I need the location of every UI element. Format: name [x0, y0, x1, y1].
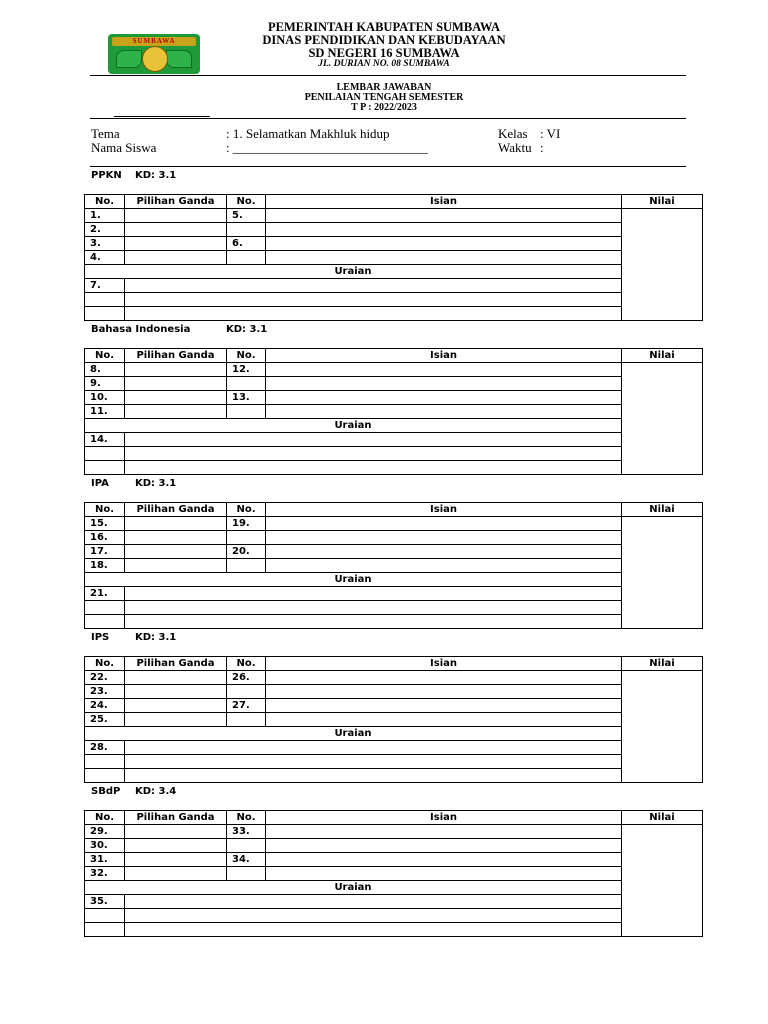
table-row	[85, 293, 703, 307]
isian-number: 13.	[227, 391, 266, 405]
uraian-blank	[85, 307, 125, 321]
uraian-blank	[85, 461, 125, 475]
uraian-blank	[85, 769, 125, 783]
pg-number: 22.	[85, 671, 125, 685]
header-divider	[90, 75, 686, 76]
uraian-blank	[85, 615, 125, 629]
kelas-label: Kelas	[498, 126, 528, 141]
isian-number: 5.	[227, 209, 266, 223]
uraian-label: Uraian	[85, 727, 622, 741]
uraian-label: Uraian	[85, 573, 622, 587]
uraian-answer-cell[interactable]	[125, 587, 622, 601]
pg-answer-cell[interactable]	[125, 363, 227, 377]
isian-answer-cell[interactable]	[266, 377, 622, 391]
pg-number: 8.	[85, 363, 125, 377]
col-no: No.	[85, 657, 125, 671]
uraian-number: 21.	[85, 587, 125, 601]
isian-answer-cell[interactable]	[266, 251, 622, 265]
title-line-1: LEMBAR JAWABAN	[336, 82, 432, 93]
uraian-number: 14.	[85, 433, 125, 447]
table-row	[85, 895, 703, 909]
uraian-answer-cell[interactable]	[125, 601, 622, 615]
pg-answer-cell[interactable]	[125, 839, 227, 853]
header-line-3: SD NEGERI 16 SUMBAWA	[308, 46, 460, 60]
col-nilai: Nilai	[622, 195, 703, 209]
table-row	[85, 251, 703, 265]
col-nilai: Nilai	[622, 811, 703, 825]
table-row	[85, 671, 703, 685]
isian-answer-cell[interactable]	[266, 545, 622, 559]
table-row	[85, 601, 703, 615]
pg-number: 23.	[85, 685, 125, 699]
isian-answer-cell[interactable]	[266, 517, 622, 531]
section-kd: KD: 3.4	[135, 786, 177, 797]
isian-answer-cell[interactable]	[266, 671, 622, 685]
table-row	[85, 433, 703, 447]
col-no-isian: No.	[227, 195, 266, 209]
col-no-isian: No.	[227, 349, 266, 363]
section-kd: KD: 3.1	[135, 632, 177, 643]
table-row	[85, 461, 703, 475]
uraian-number: 35.	[85, 895, 125, 909]
isian-answer-cell[interactable]	[266, 531, 622, 545]
isian-number	[227, 713, 266, 727]
isian-answer-cell[interactable]	[266, 825, 622, 839]
col-nilai: Nilai	[622, 657, 703, 671]
isian-answer-cell[interactable]	[266, 209, 622, 223]
uraian-label: Uraian	[85, 265, 622, 279]
tema-value: : 1. Selamatkan Makhluk hidup	[226, 126, 390, 141]
table-row	[85, 587, 703, 601]
uraian-answer-cell[interactable]	[125, 923, 622, 937]
table-row	[85, 223, 703, 237]
tema-label: Tema	[91, 126, 120, 141]
isian-number	[227, 223, 266, 237]
pg-answer-cell[interactable]	[125, 713, 227, 727]
table-row	[85, 867, 703, 881]
uraian-number: 7.	[85, 279, 125, 293]
isian-number: 6.	[227, 237, 266, 251]
title-line-3: T P : 2022/2023	[351, 102, 417, 113]
isian-answer-cell[interactable]	[266, 405, 622, 419]
uraian-blank	[85, 755, 125, 769]
section-subject: SBdP	[91, 786, 121, 797]
pg-number: 31.	[85, 853, 125, 867]
uraian-answer-cell[interactable]	[125, 307, 622, 321]
isian-number	[227, 251, 266, 265]
table-row	[85, 377, 703, 391]
isian-number	[227, 377, 266, 391]
col-no: No.	[85, 195, 125, 209]
col-pilihan-ganda: Pilihan Ganda	[125, 657, 227, 671]
uraian-blank	[85, 447, 125, 461]
isian-number	[227, 867, 266, 881]
pg-number: 16.	[85, 531, 125, 545]
pg-answer-cell[interactable]	[125, 377, 227, 391]
uraian-blank	[85, 293, 125, 307]
title-divider	[90, 118, 686, 119]
answer-table	[84, 810, 703, 937]
table-header-row	[85, 657, 703, 671]
table-row	[85, 279, 703, 293]
table-row	[85, 685, 703, 699]
isian-number	[227, 405, 266, 419]
col-pilihan-ganda: Pilihan Ganda	[125, 195, 227, 209]
uraian-blank	[85, 601, 125, 615]
isian-number	[227, 839, 266, 853]
pg-answer-cell[interactable]	[125, 559, 227, 573]
col-nilai: Nilai	[622, 349, 703, 363]
isian-number: 34.	[227, 853, 266, 867]
table-header-row	[85, 811, 703, 825]
col-no-isian: No.	[227, 811, 266, 825]
pg-answer-cell[interactable]	[125, 223, 227, 237]
waktu-label: Waktu	[498, 140, 532, 155]
col-no: No.	[85, 349, 125, 363]
col-no-isian: No.	[227, 657, 266, 671]
table-row	[85, 447, 703, 461]
pg-answer-cell[interactable]	[125, 531, 227, 545]
pg-answer-cell[interactable]	[125, 825, 227, 839]
nilai-cell[interactable]	[622, 363, 703, 475]
pg-answer-cell[interactable]	[125, 517, 227, 531]
col-pilihan-ganda: Pilihan Ganda	[125, 811, 227, 825]
table-row	[85, 307, 703, 321]
table-header-row	[85, 503, 703, 517]
uraian-answer-cell[interactable]	[125, 615, 622, 629]
table-row	[85, 405, 703, 419]
pg-number: 25.	[85, 713, 125, 727]
logo-text: SUMBAWA	[112, 37, 196, 46]
isian-answer-cell[interactable]	[266, 223, 622, 237]
isian-answer-cell[interactable]	[266, 685, 622, 699]
uraian-header-row	[85, 727, 703, 741]
isian-answer-cell[interactable]	[266, 363, 622, 377]
answer-table	[84, 194, 703, 321]
nilai-cell[interactable]	[622, 517, 703, 629]
table-row	[85, 713, 703, 727]
answer-table	[84, 348, 703, 475]
isian-number	[227, 685, 266, 699]
uraian-answer-cell[interactable]	[125, 909, 622, 923]
pg-answer-cell[interactable]	[125, 405, 227, 419]
table-row	[85, 769, 703, 783]
pg-number: 24.	[85, 699, 125, 713]
table-row	[85, 517, 703, 531]
col-isian: Isian	[266, 657, 622, 671]
isian-number: 12.	[227, 363, 266, 377]
uraian-answer-cell[interactable]	[125, 741, 622, 755]
waktu-value: :	[540, 140, 544, 155]
nilai-cell[interactable]	[622, 671, 703, 783]
table-row	[85, 531, 703, 545]
pg-answer-cell[interactable]	[125, 867, 227, 881]
uraian-number: 28.	[85, 741, 125, 755]
uraian-answer-cell[interactable]	[125, 433, 622, 447]
uraian-header-row	[85, 573, 703, 587]
uraian-blank	[85, 909, 125, 923]
isian-number	[227, 559, 266, 573]
pg-number: 2.	[85, 223, 125, 237]
isian-number: 33.	[227, 825, 266, 839]
pg-answer-cell[interactable]	[125, 685, 227, 699]
col-isian: Isian	[266, 195, 622, 209]
pg-number: 29.	[85, 825, 125, 839]
uraian-answer-cell[interactable]	[125, 461, 622, 475]
table-row	[85, 559, 703, 573]
table-row	[85, 923, 703, 937]
table-row	[85, 699, 703, 713]
section-kd: KD: 3.1	[135, 170, 177, 181]
pg-answer-cell[interactable]	[125, 209, 227, 223]
pg-number: 4.	[85, 251, 125, 265]
col-pilihan-ganda: Pilihan Ganda	[125, 503, 227, 517]
pg-number: 32.	[85, 867, 125, 881]
uraian-answer-cell[interactable]	[125, 293, 622, 307]
col-isian: Isian	[266, 811, 622, 825]
section-kd: KD: 3.1	[226, 324, 268, 335]
isian-answer-cell[interactable]	[266, 559, 622, 573]
pg-number: 9.	[85, 377, 125, 391]
table-row	[85, 839, 703, 853]
kelas-value: : VI	[540, 126, 561, 141]
col-pilihan-ganda: Pilihan Ganda	[125, 349, 227, 363]
uraian-answer-cell[interactable]	[125, 279, 622, 293]
isian-number: 20.	[227, 545, 266, 559]
col-no: No.	[85, 811, 125, 825]
col-isian: Isian	[266, 503, 622, 517]
pg-number: 30.	[85, 839, 125, 853]
header-address: JL. DURIAN NO. 08 SUMBAWA	[318, 59, 450, 69]
uraian-blank	[85, 923, 125, 937]
uraian-header-row	[85, 265, 703, 279]
table-header-row	[85, 349, 703, 363]
info-divider	[90, 166, 686, 167]
table-row	[85, 825, 703, 839]
isian-answer-cell[interactable]	[266, 699, 622, 713]
nama-label: Nama Siswa	[91, 140, 157, 155]
pg-answer-cell[interactable]	[125, 699, 227, 713]
table-row	[85, 237, 703, 251]
pg-number: 1.	[85, 209, 125, 223]
section-subject: IPS	[91, 632, 110, 643]
table-row	[85, 545, 703, 559]
pg-answer-cell[interactable]	[125, 391, 227, 405]
pg-number: 18.	[85, 559, 125, 573]
pg-answer-cell[interactable]	[125, 671, 227, 685]
col-nilai: Nilai	[622, 503, 703, 517]
isian-number: 27.	[227, 699, 266, 713]
answer-table	[84, 502, 703, 629]
pg-number: 17.	[85, 545, 125, 559]
table-header-row	[85, 195, 703, 209]
pg-answer-cell[interactable]	[125, 251, 227, 265]
col-no-isian: No.	[227, 503, 266, 517]
isian-answer-cell[interactable]	[266, 853, 622, 867]
isian-number: 19.	[227, 517, 266, 531]
col-no: No.	[85, 503, 125, 517]
isian-answer-cell[interactable]	[266, 867, 622, 881]
col-isian: Isian	[266, 349, 622, 363]
pg-answer-cell[interactable]	[125, 853, 227, 867]
section-kd: KD: 3.1	[135, 478, 177, 489]
section-subject: Bahasa Indonesia	[91, 324, 191, 335]
uraian-label: Uraian	[85, 419, 622, 433]
nama-field[interactable]: : ______________________________	[226, 140, 428, 155]
section-subject: PPKN	[91, 170, 122, 181]
uraian-answer-cell[interactable]	[125, 769, 622, 783]
pg-answer-cell[interactable]	[125, 545, 227, 559]
table-row	[85, 755, 703, 769]
header-line-2: DINAS PENDIDIKAN DAN KEBUDAYAAN	[262, 33, 506, 47]
uraian-answer-cell[interactable]	[125, 755, 622, 769]
header-line-1: PEMERINTAH KABUPATEN SUMBAWA	[268, 20, 500, 34]
table-row	[85, 391, 703, 405]
isian-number	[227, 531, 266, 545]
isian-number: 26.	[227, 671, 266, 685]
uraian-answer-cell[interactable]	[125, 447, 622, 461]
pg-number: 3.	[85, 237, 125, 251]
isian-answer-cell[interactable]	[266, 391, 622, 405]
title-line-2: PENILAIAN TENGAH SEMESTER	[304, 92, 464, 103]
answer-table	[84, 656, 703, 783]
uraian-header-row	[85, 881, 703, 895]
section-subject: IPA	[91, 478, 109, 489]
table-row	[85, 909, 703, 923]
pg-number: 10.	[85, 391, 125, 405]
table-row	[85, 209, 703, 223]
table-row	[85, 363, 703, 377]
uraian-answer-cell[interactable]	[125, 895, 622, 909]
uraian-label: Uraian	[85, 881, 622, 895]
isian-answer-cell[interactable]	[266, 839, 622, 853]
isian-answer-cell[interactable]	[266, 237, 622, 251]
short-underline	[114, 116, 210, 117]
table-row	[85, 853, 703, 867]
pg-number: 15.	[85, 517, 125, 531]
table-row	[85, 741, 703, 755]
pg-answer-cell[interactable]	[125, 237, 227, 251]
nilai-cell[interactable]	[622, 209, 703, 321]
uraian-header-row	[85, 419, 703, 433]
isian-answer-cell[interactable]	[266, 713, 622, 727]
table-row	[85, 615, 703, 629]
pg-number: 11.	[85, 405, 125, 419]
nilai-cell[interactable]	[622, 825, 703, 937]
